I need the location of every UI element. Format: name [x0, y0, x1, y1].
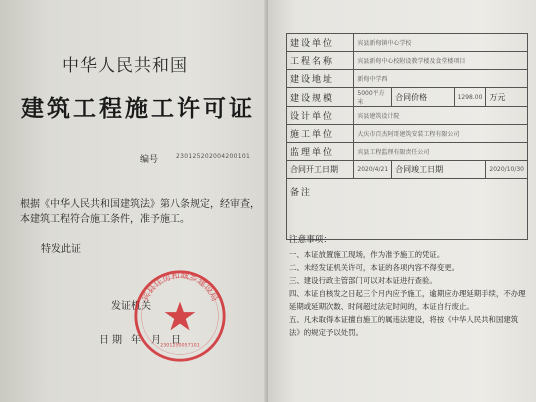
notice-section	[289, 234, 529, 339]
country-name: 中华人民共和国	[62, 56, 188, 76]
notice-item: 二、未经发证机关许可，本证的各项内容不得变更。	[289, 263, 459, 272]
date-label-qi: 期	[112, 335, 122, 346]
certificate-title: 建筑工程施工许可证	[21, 96, 255, 122]
issuer-label: 发证机关	[111, 301, 151, 312]
row-label: 建设地址	[287, 70, 354, 88]
table-row	[287, 125, 528, 143]
row-value: 宾县新甸镇中心学校	[354, 34, 528, 52]
row-label: 设计单位	[287, 107, 354, 125]
table-row	[287, 107, 528, 125]
row-label: 监理单位	[287, 143, 354, 161]
row-value: 大庆市百杰阿哥建筑安装工程有限公司	[354, 125, 528, 143]
svg-text:2301250057101: 2301250057101	[160, 343, 200, 349]
notice-title: 注意事项：	[289, 235, 332, 245]
row-value: 宾县建筑设计院	[354, 107, 528, 125]
date-label-ri: 日	[99, 335, 109, 346]
notice-item: 一、本证放置施工现场，作为准予施工的凭证。	[289, 250, 445, 259]
table-row	[287, 34, 528, 52]
svg-text:宾县住房和城乡建设局: 宾县住房和城乡建设局	[140, 270, 220, 304]
table-row	[287, 52, 528, 70]
row-value-2: 1298.00	[454, 88, 486, 107]
notice-item: 三、建设行政主管部门可以对本证进行查验。	[289, 276, 437, 285]
date-placeholder: 年 月 日	[131, 335, 181, 346]
table-row	[287, 88, 528, 107]
row-value: 宾县新甸中心校附设教学楼及食堂楼项目	[354, 52, 528, 70]
row-unit: 万元	[486, 88, 528, 107]
row-label: 工程名称	[287, 52, 354, 70]
row-label-2: 合同价格	[392, 88, 454, 107]
certificate-body-text: 根据《中华人民共和国建筑法》第八条规定，经审查，本建筑工程符合施工条件，准予施工。	[20, 199, 260, 225]
row-label: 建设单位	[287, 34, 354, 52]
row-label: 施工单位	[287, 125, 354, 143]
table-row	[287, 143, 528, 161]
table-row	[287, 179, 528, 240]
table-row	[287, 161, 528, 179]
notice-item: 四、本证自核发之日起三个月内应予施工，逾期应办理延期手续，不办理延期或延期次数、时间超过法定时间的，本证自行废止。	[289, 289, 526, 311]
row-value: 新甸中学西	[354, 70, 528, 88]
code-label: 编号	[140, 155, 159, 165]
row-label: 合同开工日期	[287, 161, 354, 179]
row-label-2: 合同竣工日期	[392, 161, 486, 179]
seal-star-icon	[165, 302, 196, 331]
notice-item: 五、凡未取得本证擅自施工的属违法建设，将按《中华人民共和国建筑法》的规定予以处罚。	[289, 315, 519, 337]
special-issue-label: 特发此证	[41, 244, 81, 255]
row-label: 备注	[287, 179, 528, 240]
row-value: 2020/4/21	[354, 161, 392, 179]
row-value: 宾县工程监理有限责任公司	[354, 143, 528, 161]
row-value: 5000平方米	[354, 88, 392, 107]
official-seal	[132, 268, 228, 364]
code-value: 230125202004200101	[176, 153, 251, 160]
table-row	[287, 70, 528, 88]
project-info-table	[286, 33, 528, 240]
row-value-2: 2020/10/30	[486, 161, 528, 179]
row-label: 建设规模	[287, 88, 354, 107]
